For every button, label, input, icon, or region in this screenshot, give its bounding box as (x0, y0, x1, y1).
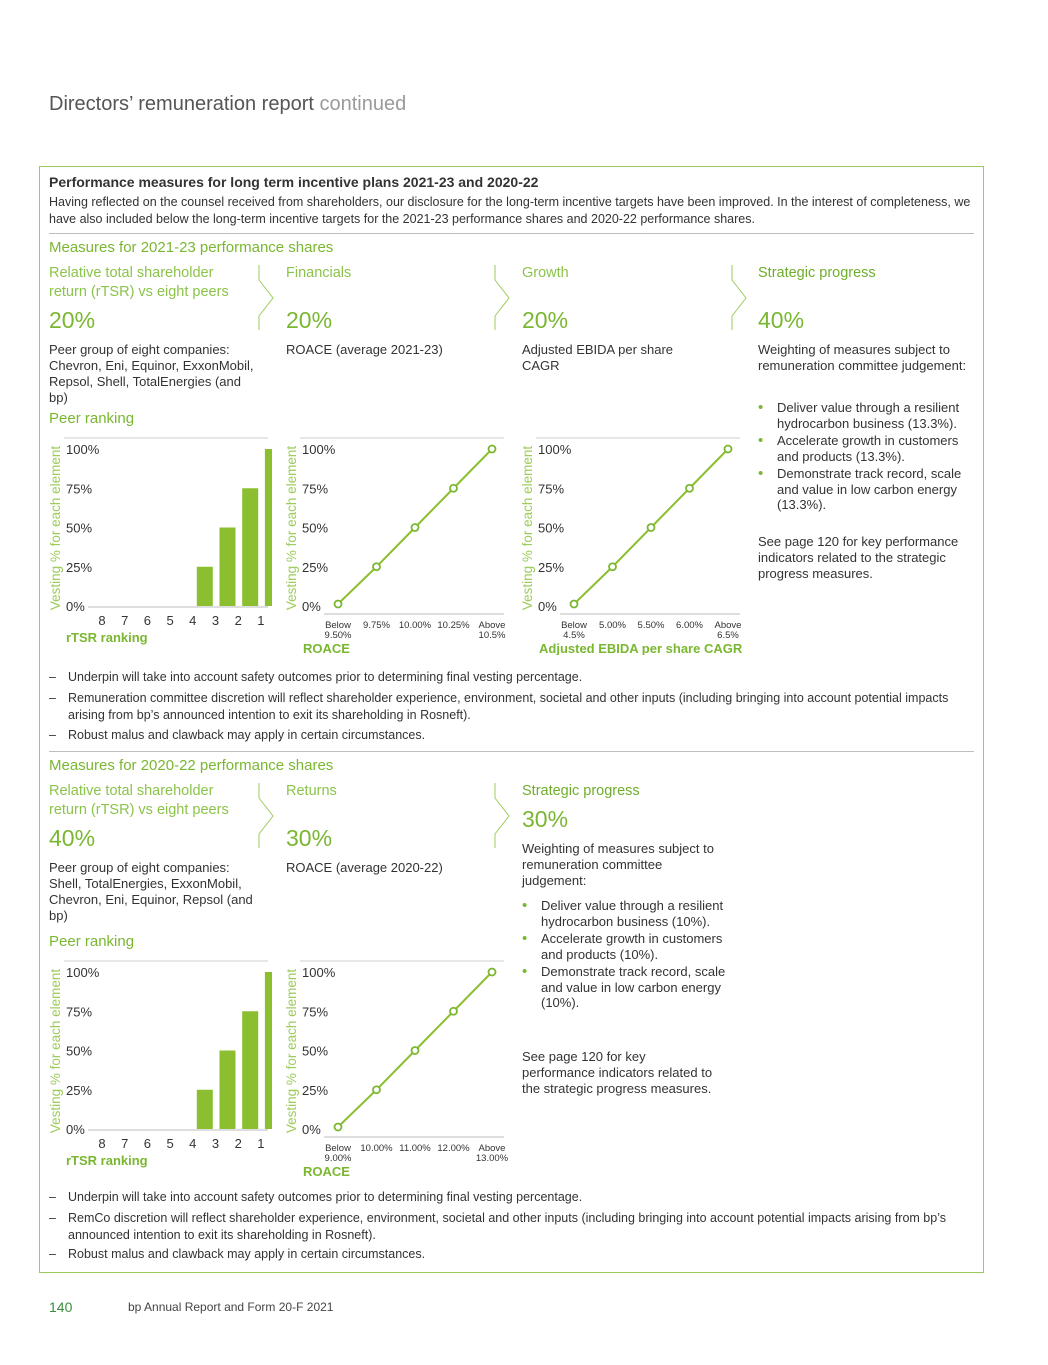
y-tick-label: 100% (66, 442, 100, 457)
list-item: • Deliver value through a resilient hydrocarbon business (13.3%). (758, 400, 978, 431)
x-tick-label: 6 (143, 1136, 152, 1151)
y-tick-label: 50% (66, 1043, 93, 1059)
x-tick-label: 9.75% (363, 620, 390, 631)
x-tick-label: 3 (211, 613, 220, 628)
list-item: • Accelerate growth in customers and products (13.3%). (758, 433, 978, 464)
chevron-icon (495, 265, 509, 330)
s2-strategic-desc: Weighting of measures subject to remuneration committee judgement: (522, 841, 714, 888)
intro-heading: Performance measures for long term incentive plans 2021-23 and 2020-22 (49, 174, 539, 190)
x-axis-title: ROACE (303, 1164, 350, 1178)
s1-financials-label: Financials (286, 265, 352, 281)
s2-note: – RemCo discretion will reflect shareholder experience, environment, societal and other inputs (including bringing into account potential impacts arising from bp’s announced intention to exit its shareholding in Rosneft). (49, 1210, 974, 1244)
y-tick-label: 0% (66, 599, 85, 614)
y-tick-label: 0% (302, 1122, 321, 1137)
data-point (686, 485, 693, 492)
x-axis-title: rTSR ranking (66, 630, 148, 645)
y-tick-label: 0% (538, 599, 557, 614)
footer-text: bp Annual Report and Form 20-F 2021 (128, 1300, 334, 1314)
y-tick-label: 50% (302, 1043, 329, 1059)
s1-note: – Remuneration committee discretion will reflect shareholder experience, environment, societal and other inputs (including bringing into account potential impacts arising from bp’s announced intention to exit its shareholding in Rosneft). (49, 690, 974, 724)
x-tick-label: 6 (143, 613, 152, 628)
x-tick-label: 3 (211, 1136, 220, 1151)
s1-strategic-pct: 40% (758, 307, 805, 333)
s2-peer-ranking: Peer ranking (49, 933, 135, 950)
s1-strategic-label: Strategic progress (758, 265, 876, 281)
s2-rtsr-pct: 40% (49, 825, 96, 851)
y-tick-label: 25% (302, 1082, 329, 1098)
report-title-text: Directors’ remuneration report (49, 93, 314, 115)
data-point (335, 1124, 342, 1131)
s1-strategic-bullets (758, 400, 978, 515)
x-tick-label: 10.00% (360, 1143, 393, 1154)
x-tick-label: 5 (166, 1136, 174, 1151)
data-point (609, 563, 616, 570)
s2-note: – Robust malus and clawback may apply in certain circumstances. (49, 1246, 974, 1263)
s2-returns-label: Returns (286, 783, 337, 799)
s1-financials-desc: ROACE (average 2021-23) (286, 342, 443, 357)
x-tick-label: 4 (189, 613, 197, 628)
y-tick-label: 25% (66, 559, 93, 575)
bar (265, 449, 272, 606)
s2-strategic-see: See page 120 for key performance indicators related to the strategic progress measures. (522, 1049, 713, 1096)
bar (197, 1090, 213, 1129)
data-point (412, 1047, 419, 1054)
x-tick-label: 9.50% (324, 630, 352, 641)
x-tick-label: Below (561, 620, 587, 631)
s2-strategic-pct: 30% (522, 806, 569, 832)
s1-strategic-desc: Weighting of measures subject to remuneration committee judgement: (758, 342, 967, 373)
x-tick-label: 5 (166, 613, 174, 628)
x-tick-label: 10.25% (437, 620, 470, 631)
x-tick-label: 10.00% (398, 620, 432, 631)
list-item: • Demonstrate track record, scale and value in low carbon energy (10%). (522, 964, 732, 1011)
s1-note: – Robust malus and clawback may apply in certain circumstances. (49, 727, 974, 744)
divider (49, 751, 974, 752)
x-tick-label: Below (325, 1143, 351, 1154)
s2-rtsr-desc: Peer group of eight companies: Shell, TotalEnergies, ExxonMobil, Chevron, Eni, Equinor, Repsol (and bp) (49, 860, 253, 923)
y-tick-label: 25% (302, 559, 329, 575)
data-point (450, 485, 457, 492)
y-axis-title: Vesting % for each element (520, 445, 535, 611)
s2-note-text: RemCo discretion will reflect shareholder experience, environment, societal and other inputs (including bringing into account potential impacts arising from bp’s announced intention to exit its shareholding in Rosneft). (68, 1211, 947, 1242)
chart-roace-2020 (276, 953, 516, 1178)
chart-roace-2021 (276, 430, 508, 655)
data-point (489, 446, 496, 453)
data-point (335, 601, 342, 608)
s1-growth-desc: Adjusted EBIDA per share CAGR (522, 342, 674, 373)
data-point (725, 446, 732, 453)
chevron-icon (495, 783, 509, 848)
bar (220, 1051, 236, 1130)
x-tick-label: 8 (98, 1136, 106, 1151)
data-point (648, 524, 655, 531)
s1-strategic-see: See page 120 for key performance indicators related to the strategic progress measures. (758, 534, 959, 581)
s1-growth-label: Growth (522, 265, 569, 281)
bar (265, 972, 272, 1129)
y-tick-label: 100% (538, 442, 572, 457)
x-tick-label: 12.00% (437, 1143, 470, 1154)
list-item: • Demonstrate track record, scale and value in low carbon energy (13.3%). (758, 466, 978, 513)
y-tick-label: 100% (302, 442, 336, 457)
y-tick-label: 100% (66, 965, 100, 980)
y-axis-title: Vesting % for each element (284, 968, 299, 1134)
data-point (489, 969, 496, 976)
s1-rtsr-label: Relative total shareholder return (rTSR) vs eight peers (49, 265, 229, 300)
x-tick-label: 6.5% (717, 630, 739, 641)
s1-financials-pct: 20% (286, 307, 333, 333)
s1-note-text: Robust malus and clawback may apply in certain circumstances. (68, 728, 426, 742)
s1-note: – Underpin will take into account safety outcomes prior to determining final vesting percentage. (49, 669, 974, 686)
s2-note-text: Robust malus and clawback may apply in certain circumstances. (68, 1247, 426, 1261)
x-tick-label: 5.00% (599, 620, 626, 631)
x-axis-title: Adjusted EBIDA per share CAGR (539, 641, 743, 655)
s2-note-text: Underpin will take into account safety outcomes prior to determining final vesting percentage. (68, 1190, 583, 1204)
s1-rtsr-desc: Peer group of eight companies: Chevron, Eni, Equinor, ExxonMobil, Repsol, Shell, TotalEnergies (and bp) (49, 342, 254, 405)
x-tick-label: 2 (234, 613, 242, 628)
y-axis-title: Vesting % for each element (48, 445, 63, 611)
y-axis-title: Vesting % for each element (284, 445, 299, 611)
s1-peer-ranking: Peer ranking (49, 410, 135, 427)
x-axis-title: rTSR ranking (66, 1153, 148, 1168)
data-point (373, 1086, 380, 1093)
chevron-icon (259, 265, 273, 330)
y-tick-label: 100% (302, 965, 336, 980)
y-tick-label: 0% (302, 599, 321, 614)
section-2021-heading: Measures for 2021-23 performance shares (49, 239, 334, 256)
y-axis-title: Vesting % for each element (48, 968, 63, 1134)
list-item: • Accelerate growth in customers and products (10%). (522, 931, 732, 962)
s2-rtsr-label: Relative total shareholder return (rTSR) vs eight peers (49, 783, 229, 818)
s1-growth-pct: 20% (522, 307, 569, 333)
bar (242, 1011, 258, 1129)
y-tick-label: 75% (302, 481, 329, 497)
s1-note-text: Underpin will take into account safety outcomes prior to determining final vesting percentage. (68, 670, 583, 684)
y-tick-label: 25% (66, 1082, 93, 1098)
data-point (571, 601, 578, 608)
s1-rtsr-pct: 20% (49, 307, 96, 333)
chart-rtsr-2020 (40, 953, 272, 1178)
y-tick-label: 75% (538, 481, 565, 497)
y-tick-label: 75% (302, 1004, 329, 1020)
report-title-continued: continued (319, 93, 407, 115)
chart-ebida-2021 (512, 430, 752, 655)
data-point (373, 563, 380, 570)
data-point (450, 1008, 457, 1015)
x-tick-label: 11.00% (399, 1143, 431, 1154)
x-tick-label: Above (714, 620, 742, 631)
x-tick-label: 6.00% (676, 620, 703, 631)
x-tick-label: 7 (121, 613, 129, 628)
section-2020-heading: Measures for 2020-22 performance shares (49, 757, 334, 774)
x-tick-label: 2 (234, 1136, 242, 1151)
chart-rtsr-2021 (40, 430, 272, 655)
x-tick-label: Above (478, 1143, 506, 1154)
y-tick-label: 50% (302, 520, 329, 536)
x-tick-label: 5.50% (637, 620, 665, 631)
x-tick-label: Below (325, 620, 351, 631)
s2-strategic-bullets (522, 898, 732, 1013)
list-item: • Deliver value through a resilient hydrocarbon business (10%). (522, 898, 732, 929)
bar (220, 528, 236, 607)
x-tick-label: Above (478, 620, 506, 631)
x-tick-label: 1 (257, 613, 265, 628)
x-tick-label: 8 (98, 613, 106, 628)
x-tick-label: 7 (121, 1136, 129, 1151)
y-tick-label: 50% (538, 520, 565, 536)
bar (197, 567, 213, 606)
intro-text: Having reflected on the counsel received from shareholders, our disclosure for the long-term incentive targets have been improved. In the interest of completeness, we have also included below the long-term incentive targets for the 2021-23 performance shares and 2020-22 performance shares. (49, 195, 971, 226)
y-tick-label: 75% (66, 481, 93, 497)
bar (242, 488, 258, 606)
data-point (412, 524, 419, 531)
x-tick-label: 4.5% (563, 630, 585, 641)
x-tick-label: 1 (257, 1136, 265, 1151)
x-tick-label: 13.00% (475, 1153, 509, 1164)
s2-strategic-label: Strategic progress (522, 783, 640, 799)
y-tick-label: 25% (538, 559, 565, 575)
chevron-icon (259, 783, 273, 848)
x-tick-label: 9.00% (324, 1153, 352, 1164)
s2-note: – Underpin will take into account safety outcomes prior to determining final vesting percentage. (49, 1189, 974, 1206)
page-number: 140 (49, 1299, 73, 1315)
x-tick-label: 4 (189, 1136, 197, 1151)
s2-returns-desc: ROACE (average 2020-22) (286, 860, 443, 875)
x-tick-label: 10.5% (478, 630, 506, 641)
x-axis-title: ROACE (303, 641, 350, 655)
y-tick-label: 75% (66, 1004, 93, 1020)
s1-note-text: Remuneration committee discretion will reflect shareholder experience, environment, societal and other inputs (including bringing into account potential impacts arising from bp’s announced intention to exit its shareholding in Rosneft). (68, 691, 949, 722)
y-tick-label: 50% (66, 520, 93, 536)
y-tick-label: 0% (66, 1122, 85, 1137)
s2-returns-pct: 30% (286, 825, 333, 851)
chevron-icon (732, 265, 746, 330)
